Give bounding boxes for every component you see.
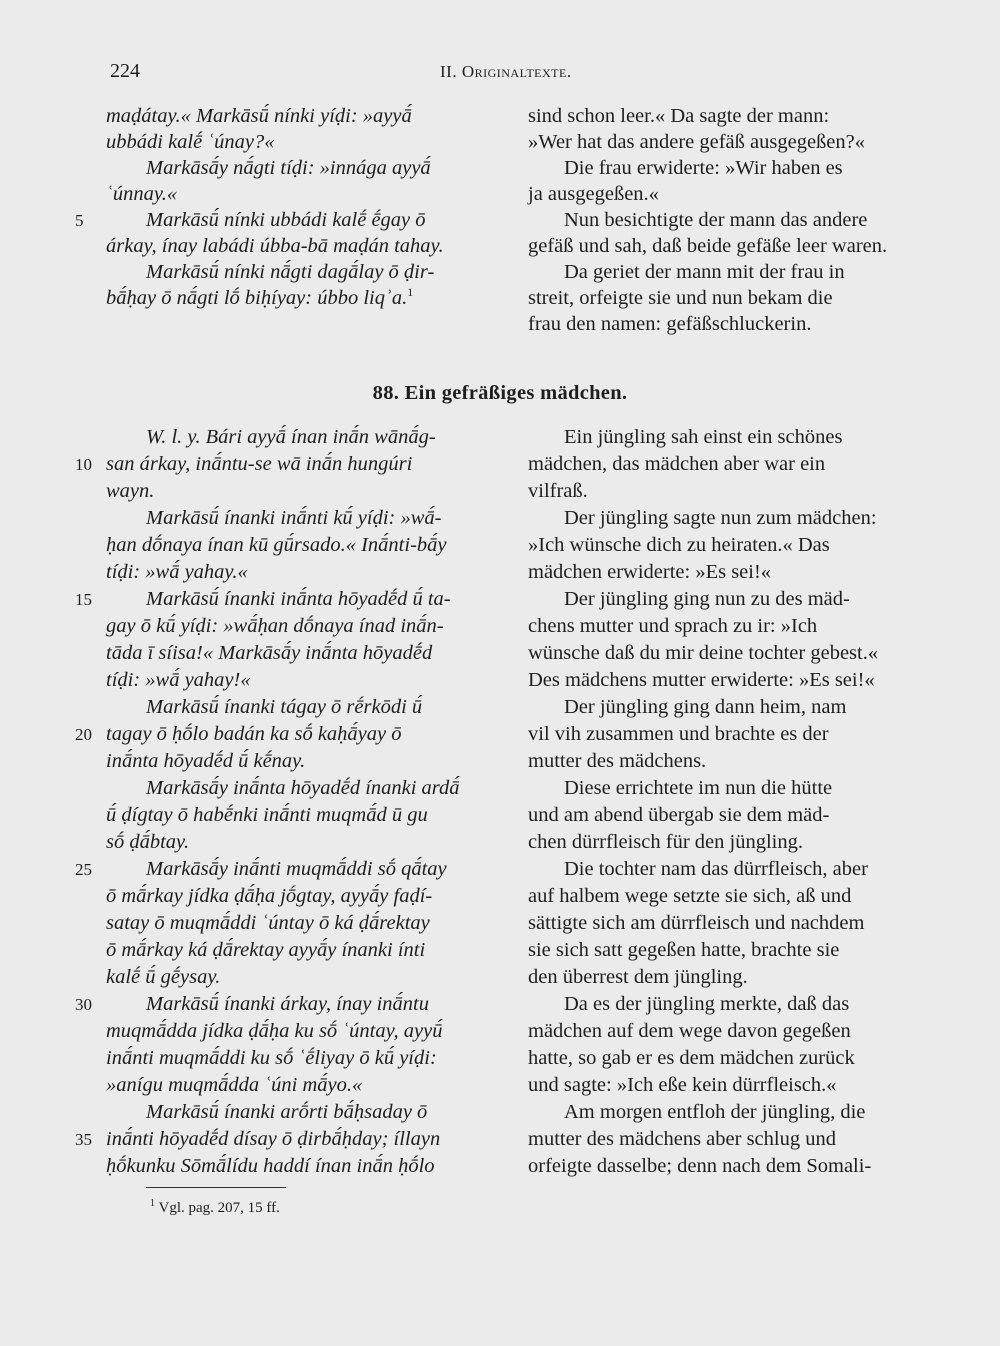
text-line: tāda ī síisa!« Markāsā́y inā́nta hōyadḗd bbox=[106, 642, 433, 664]
line-number: 5 bbox=[75, 211, 84, 230]
text-line: tíḍi: »wā́ yahay.« bbox=[106, 561, 248, 583]
text-line: orfeigte dasselbe; denn nach dem Somali- bbox=[528, 1155, 872, 1177]
text-line: chens mutter und sprach zu ir: »Ich bbox=[528, 615, 818, 637]
text-line: muqmā́dda jídka ḍā́ḥa ku sṓ ʿúntay, ayyū́ bbox=[106, 1020, 443, 1042]
text-line: mädchen erwiderte: »Es sei!« bbox=[528, 561, 772, 583]
text-line: mutter des mädchens. bbox=[528, 750, 707, 772]
text-line: vilfraß. bbox=[528, 480, 588, 502]
text-line: »Wer hat das andere gefäß ausgegeßen?« bbox=[528, 131, 865, 153]
text-line: und am abend übergab sie dem mäd- bbox=[528, 804, 830, 826]
line-number: 10 bbox=[75, 455, 92, 474]
text-line: Markāsū́ nínki nā́gti dagā́lay ō ḍir- bbox=[146, 261, 435, 283]
text-line bbox=[106, 285, 413, 312]
text-line: Der jüngling sagte nun zum mädchen: bbox=[564, 507, 877, 529]
page-number: 224 bbox=[110, 60, 140, 82]
text-line: Ein jüngling sah einst ein schönes bbox=[564, 426, 843, 448]
text-line: tagay ō ḥṓlo badán ka sṓ kaḥā́yay ō bbox=[106, 723, 402, 745]
text-line: maḍátay.« Markāsū́ nínki yíḍi: »ayyā́ bbox=[106, 105, 412, 127]
text-line: Der jüngling ging dann heim, nam bbox=[564, 696, 847, 718]
text-line: ḥṓkunku Sōmā́lídu haddí ínan inā́n ḥṓlo bbox=[106, 1155, 435, 1177]
text-line: Am morgen entfloh der jüngling, die bbox=[564, 1101, 866, 1123]
footnote-reference: 1 bbox=[407, 285, 414, 300]
footnote bbox=[150, 1198, 280, 1218]
text-line: kalḗ ū́ gḗysay. bbox=[106, 966, 221, 988]
text-line: Markāsū́ nínki ubbádi kalḗ ḗgay ō bbox=[146, 209, 426, 231]
text-line: und sagte: »Ich eße kein dürrfleisch.« bbox=[528, 1074, 837, 1096]
text-line: inā́nta hōyadḗd ū́ kḗnay. bbox=[106, 750, 306, 772]
text-line: »Ich wünsche dich zu heiraten.« Das bbox=[528, 534, 830, 556]
text-line: Die tochter nam das dürrfleisch, aber bbox=[564, 858, 868, 880]
text-line: ʿúnnay.« bbox=[106, 183, 178, 205]
text-line: hatte, so gab er es dem mädchen zurück bbox=[528, 1047, 855, 1069]
line-number: 30 bbox=[75, 995, 92, 1014]
text-line: inā́nti hōyadḗd dísay ō ḍirbā́ḥday; íllayn bbox=[106, 1128, 441, 1150]
text-line: Markāsū́ ínanki arṓrti bā́ḥsaday ō bbox=[146, 1101, 428, 1123]
text-line: sie sich satt gegeßen hatte, brachte sie bbox=[528, 939, 840, 961]
footnote-marker: 1 bbox=[150, 1198, 155, 1209]
text-line: sind schon leer.« Da sagte der mann: bbox=[528, 105, 830, 127]
text-line: Nun besichtigte der mann das andere bbox=[564, 209, 868, 231]
text-line: Markāsū́ ínanki inā́nta hōyadḗd ū́ ta- bbox=[146, 588, 451, 610]
page-header bbox=[110, 60, 920, 90]
text-line: wayn. bbox=[106, 480, 155, 502]
text-line: tíḍi: »wā́ yahay!« bbox=[106, 669, 251, 691]
text-line: frau den namen: gefäßschluckerin. bbox=[528, 313, 812, 335]
text-line: chen dürrfleisch für den jüngling. bbox=[528, 831, 803, 853]
text-line: W. l. y. Bári ayyā́ ínan inā́n wānā́g- bbox=[146, 426, 436, 448]
text-line: Markāsū́ ínanki árkay, ínay inā́ntu bbox=[146, 993, 429, 1015]
text-line: streit, orfeigte sie und nun bekam die bbox=[528, 287, 833, 309]
text-line: ja ausgegeßen.« bbox=[528, 183, 659, 205]
text-line-body: bā́ḥay ō nā́gti lṓ biḥíyay: úbbo liqʾa. bbox=[106, 287, 408, 309]
text-line: Markāsā́y nā́gti tíḍi: »innága ayyā́ bbox=[146, 157, 431, 179]
line-number: 20 bbox=[75, 725, 92, 744]
line-number: 35 bbox=[75, 1130, 92, 1149]
running-head-prefix: II. bbox=[440, 62, 458, 81]
text-line: Die frau erwiderte: »Wir haben es bbox=[564, 157, 843, 179]
footnote-rule bbox=[146, 1187, 286, 1188]
text-line: ō mā́rkay ká ḍā́rektay ayyā́y ínanki ínti bbox=[106, 939, 426, 961]
text-line: ḥan dṓnaya ínan kū gū́rsado.« Inā́nti-bā́y bbox=[106, 534, 447, 556]
text-line: satay ō muqmā́ddi ʿúntay ō ká ḍā́rektay bbox=[106, 912, 430, 934]
footnote-text: Vgl. pag. 207, 15 ff. bbox=[158, 1200, 280, 1216]
text-line: Markāsā́y inā́nti muqmā́ddi sṓ qā́tay bbox=[146, 858, 447, 880]
text-line: gefäß und sah, daß beide gefäße leer waren. bbox=[528, 235, 888, 257]
text-line: Diese errichtete im nun die hütte bbox=[564, 777, 833, 799]
text-line: Da geriet der mann mit der frau in bbox=[564, 261, 845, 283]
text-line: Der jüngling ging nun zu des mäd- bbox=[564, 588, 850, 610]
text-line: inā́nti muqmā́ddi ku sṓ ʿḗliyay ō kū́ yíḍi: bbox=[106, 1047, 437, 1069]
text-line: auf halbem wege setzte sie sich, aß und bbox=[528, 885, 852, 907]
text-line: mutter des mädchens aber schlug und bbox=[528, 1128, 836, 1150]
text-line: árkay, ínay labádi úbba-bā maḍán tahay. bbox=[106, 235, 444, 257]
text-line: Des mädchens mutter erwiderte: »Es sei!« bbox=[528, 669, 875, 691]
text-line: gay ō kū́ yíḍi: »wā́ḥan dṓnaya ínad inā́n- bbox=[106, 615, 444, 637]
text-line: mädchen, das mädchen aber war ein bbox=[528, 453, 826, 475]
text-line: mädchen auf dem wege davon gegeßen bbox=[528, 1020, 851, 1042]
running-head bbox=[440, 62, 572, 82]
text-line: ō mā́rkay jídka ḍā́ḥa jṓgtay, ayyā́y faḍí- bbox=[106, 885, 433, 907]
text-line: ū́ ḍígtay ō habḗnki inā́nti muqmā́d ū gu bbox=[106, 804, 428, 826]
text-line: Markāsū́ ínanki inā́nti kū́ yíḍi: »wā́- bbox=[146, 507, 442, 529]
text-line: vil vih zusammen und brachte es der bbox=[528, 723, 829, 745]
text-line: den überrest dem jüngling. bbox=[528, 966, 748, 988]
section-title: 88. Ein gefräßiges mädchen. bbox=[372, 382, 628, 404]
line-number: 25 bbox=[75, 860, 92, 879]
text-line: Da es der jüngling merkte, daß das bbox=[564, 993, 850, 1015]
running-head-title: Originaltexte. bbox=[461, 62, 572, 81]
text-line: »anígu muqmā́dda ʿúni mā́yo.« bbox=[106, 1074, 363, 1096]
text-line: san árkay, inā́ntu-se wā inā́n hungúri bbox=[106, 453, 413, 475]
line-number: 15 bbox=[75, 590, 92, 609]
text-line: wünsche daß du mir deine tochter gebest.« bbox=[528, 642, 879, 664]
text-line: sṓ ḍā́btay. bbox=[106, 831, 190, 853]
text-line: Markāsū́ ínanki tágay ō rḗrkōdi ū́ bbox=[146, 696, 423, 718]
text-line: Markāsā́y inā́nta hōyadḗd ínanki ardā́ bbox=[146, 777, 460, 799]
text-line: ubbádi kalḗ ʿúnay?« bbox=[106, 131, 275, 153]
text-line: sättigte sich am dürrfleisch und nachdem bbox=[528, 912, 865, 934]
